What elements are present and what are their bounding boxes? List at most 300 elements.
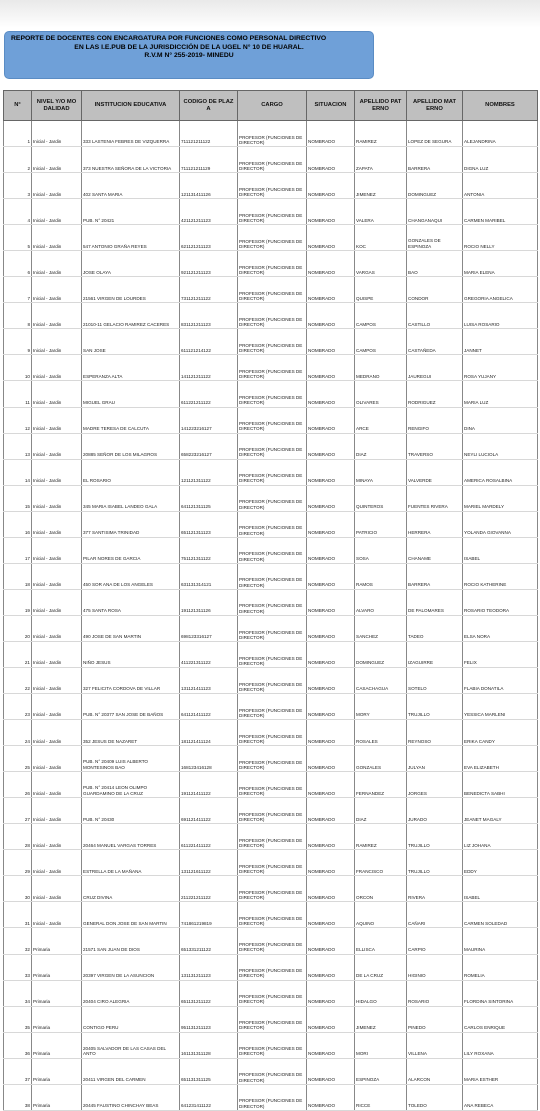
cell-cargo: PROFESOR (FUNCIONES DE DIRECTOR) — [238, 746, 307, 772]
cell-nivel: Inicial - Jardin — [32, 251, 82, 277]
cell-codigo: 641121411122 — [180, 694, 238, 720]
cell-cargo: PROFESOR (FUNCIONES DE DIRECTOR) — [238, 511, 307, 537]
title-line-3: R.V.M N° 255-2019- MINEDU — [144, 52, 234, 60]
cell-nivel: Inicial - Jardin — [32, 772, 82, 798]
cell-apellido-paterno: GONZALES — [355, 746, 407, 772]
cell-institucion: 20397 VIRGEN DE LA ASUNCION — [82, 954, 180, 980]
cell-apellido-paterno: ELLISCA — [355, 928, 407, 954]
cell-num: 5 — [4, 225, 32, 251]
cell-apellido-materno: TADEO — [407, 615, 463, 641]
table-row — [4, 1084, 538, 1110]
cell-nombres: ERIKA CANDY — [463, 720, 538, 746]
table-row — [4, 407, 538, 433]
cell-institucion: PILAR NORES DE GARCIA — [82, 537, 180, 563]
cell-apellido-paterno: FRANCISCO — [355, 850, 407, 876]
cell-institucion: EL ROSARIO — [82, 459, 180, 485]
cell-cargo: PROFESOR (FUNCIONES DE DIRECTOR) — [238, 798, 307, 824]
cell-num: 25 — [4, 746, 32, 772]
cell-situacion: NOMBRADO — [307, 720, 355, 746]
cell-apellido-paterno: RAMOS — [355, 563, 407, 589]
cell-apellido-materno: RODRIGUEZ — [407, 381, 463, 407]
cell-num: 31 — [4, 902, 32, 928]
cell-codigo: 411221311122 — [180, 641, 238, 667]
cell-apellido-materno: SOTELO — [407, 667, 463, 693]
table-row — [4, 772, 538, 798]
cell-apellido-paterno: RAMIREZ — [355, 824, 407, 850]
cell-situacion: NOMBRADO — [307, 329, 355, 355]
table-row — [4, 355, 538, 381]
col-header-situacion: SITUACION — [307, 91, 355, 121]
cell-situacion: NOMBRADO — [307, 928, 355, 954]
cell-cargo: PROFESOR (FUNCIONES DE DIRECTOR) — [238, 459, 307, 485]
cell-apellido-paterno: DE LA CRUZ — [355, 954, 407, 980]
cell-num: 8 — [4, 303, 32, 329]
cell-cargo: PROFESOR (FUNCIONES DE DIRECTOR) — [238, 850, 307, 876]
table-row — [4, 225, 538, 251]
cell-cargo: PROFESOR (FUNCIONES DE DIRECTOR) — [238, 381, 307, 407]
cell-apellido-paterno: JIMENEZ — [355, 173, 407, 199]
cell-nombres: DINA — [463, 407, 538, 433]
cell-codigo: 651131211122 — [180, 980, 238, 1006]
cell-cargo: PROFESOR (FUNCIONES DE DIRECTOR) — [238, 251, 307, 277]
cell-nivel: Inicial - Jardin — [32, 563, 82, 589]
cell-apellido-paterno: AQUINO — [355, 902, 407, 928]
cell-codigo: 611121214122 — [180, 329, 238, 355]
cell-apellido-paterno: MEDRANO — [355, 355, 407, 381]
cell-num: 9 — [4, 329, 32, 355]
cell-cargo: PROFESOR (FUNCIONES DE DIRECTOR) — [238, 902, 307, 928]
cell-num: 7 — [4, 277, 32, 303]
cell-num: 27 — [4, 798, 32, 824]
cell-nombres: EDDY — [463, 850, 538, 876]
table-row — [4, 720, 538, 746]
cell-cargo: PROFESOR (FUNCIONES DE DIRECTOR) — [238, 303, 307, 329]
cell-cargo: PROFESOR (FUNCIONES DE DIRECTOR) — [238, 667, 307, 693]
cell-nivel: Inicial - Jardin — [32, 225, 82, 251]
table-row — [4, 876, 538, 902]
cell-cargo: PROFESOR (FUNCIONES DE DIRECTOR) — [238, 173, 307, 199]
cell-institucion: 20404 CIRO ALEGRIA — [82, 980, 180, 1006]
cell-cargo: PROFESOR (FUNCIONES DE DIRECTOR) — [238, 433, 307, 459]
cell-apellido-paterno: ZAPATA — [355, 147, 407, 173]
cell-nivel: Inicial - Jardin — [32, 720, 82, 746]
cell-situacion: NOMBRADO — [307, 537, 355, 563]
cell-nombres: ROSA YUJANY — [463, 355, 538, 381]
cell-situacion: NOMBRADO — [307, 667, 355, 693]
table-row — [4, 694, 538, 720]
top-shade — [0, 0, 540, 28]
cell-cargo: PROFESOR (FUNCIONES DE DIRECTOR) — [238, 954, 307, 980]
cell-institucion: 402 SANTA MARIA — [82, 173, 180, 199]
cell-nivel: Inicial - Jardin — [32, 459, 82, 485]
cell-codigo: 191121411122 — [180, 772, 238, 798]
cell-cargo: PROFESOR (FUNCIONES DE DIRECTOR) — [238, 225, 307, 251]
cell-codigo: 921121211123 — [180, 251, 238, 277]
cell-codigo: 698123316127 — [180, 615, 238, 641]
cell-situacion: NOMBRADO — [307, 225, 355, 251]
table-row — [4, 1058, 538, 1084]
cell-num: 38 — [4, 1084, 32, 1110]
cell-cargo: PROFESOR (FUNCIONES DE DIRECTOR) — [238, 980, 307, 1006]
table-row — [4, 433, 538, 459]
cell-nombres: YOLANDA GIOVANNA — [463, 511, 538, 537]
cell-nivel: Primaria — [32, 954, 82, 980]
cell-situacion: NOMBRADO — [307, 1032, 355, 1058]
cell-apellido-paterno: OLIVARES — [355, 381, 407, 407]
cell-situacion: NOMBRADO — [307, 511, 355, 537]
cell-cargo: PROFESOR (FUNCIONES DE DIRECTOR) — [238, 485, 307, 511]
cell-apellido-paterno: DOMINGUEZ — [355, 641, 407, 667]
cell-apellido-paterno: ESPINOZA — [355, 1058, 407, 1084]
cell-institucion: 20464 MANUEL VARGAS TORRES — [82, 824, 180, 850]
table-row — [4, 1032, 538, 1058]
cell-codigo: 658223216127 — [180, 433, 238, 459]
cell-apellido-paterno: QUINTEROS — [355, 485, 407, 511]
table-row — [4, 641, 538, 667]
cell-num: 24 — [4, 720, 32, 746]
cell-apellido-materno: VALVERDE — [407, 459, 463, 485]
cell-nivel: Inicial - Jardin — [32, 798, 82, 824]
cell-institucion: 475 SANTA ROSA — [82, 589, 180, 615]
cell-apellido-materno: IZAGUIRRE — [407, 641, 463, 667]
cell-nombres: EVA ELIZABETH — [463, 746, 538, 772]
cell-institucion: 20411 VIRGEN DEL CARMEN — [82, 1058, 180, 1084]
cell-institucion: PUB. N° 20409 LUIS ALBERTO MONTESINOS BAO — [82, 746, 180, 772]
cell-codigo: 831121211123 — [180, 303, 238, 329]
cell-apellido-paterno: VARGAS — [355, 251, 407, 277]
cell-situacion: NOMBRADO — [307, 303, 355, 329]
table-row — [4, 485, 538, 511]
table-row — [4, 563, 538, 589]
cell-apellido-paterno: MORY — [355, 694, 407, 720]
col-header-institucion: INSTITUCION EDUCATIVA — [82, 91, 180, 121]
cell-nivel: Primaria — [32, 1084, 82, 1110]
cell-apellido-materno: TOLEDO — [407, 1084, 463, 1110]
cell-nivel: Inicial - Jardin — [32, 615, 82, 641]
cell-situacion: NOMBRADO — [307, 876, 355, 902]
cell-nivel: Inicial - Jardin — [32, 694, 82, 720]
cell-nivel: Primaria — [32, 980, 82, 1006]
cell-codigo: 211221211122 — [180, 876, 238, 902]
cell-nivel: Inicial - Jardin — [32, 303, 82, 329]
cell-num: 26 — [4, 772, 32, 798]
cell-num: 18 — [4, 563, 32, 589]
cell-nivel: Inicial - Jardin — [32, 876, 82, 902]
cell-apellido-materno: BARRERA — [407, 563, 463, 589]
cell-codigo: 131121611122 — [180, 850, 238, 876]
cell-apellido-materno: PINEDO — [407, 1006, 463, 1032]
cell-nombres: LIZ JOHANA — [463, 824, 538, 850]
cell-apellido-materno: HERRERA — [407, 511, 463, 537]
cell-cargo: PROFESOR (FUNCIONES DE DIRECTOR) — [238, 876, 307, 902]
cell-nivel: Inicial - Jardin — [32, 902, 82, 928]
cell-apellido-materno: JULYAN — [407, 746, 463, 772]
cell-num: 35 — [4, 1006, 32, 1032]
cell-institucion: 450 SOR ANA DE LOS ANGELES — [82, 563, 180, 589]
cell-nombres: BENEDICTA SABHI — [463, 772, 538, 798]
cell-apellido-materno: CHANGANAQUI — [407, 199, 463, 225]
cell-codigo: 131131211123 — [180, 954, 238, 980]
cell-institucion: CRUZ DIVINA — [82, 876, 180, 902]
table-row — [4, 251, 538, 277]
cell-institucion: 21010-11 GELACIO RAMIREZ CACERES — [82, 303, 180, 329]
cell-institucion: ESPERANZA ALTA — [82, 355, 180, 381]
cell-cargo: PROFESOR (FUNCIONES DE DIRECTOR) — [238, 147, 307, 173]
table-row — [4, 277, 538, 303]
cell-apellido-materno: CAÑARI — [407, 902, 463, 928]
cell-nombres: JEANET MAGALY — [463, 798, 538, 824]
cell-nombres: NEYLI LUCIOLA — [463, 433, 538, 459]
cell-apellido-materno: FUENTES RIVERA — [407, 485, 463, 511]
cell-num: 36 — [4, 1032, 32, 1058]
cell-institucion: 21561 VIRGEN DE LOURDES — [82, 277, 180, 303]
cell-institucion: PUB. N° 20414 LEON OLIMPO GUARDAMINO DE LA CRUZ — [82, 772, 180, 798]
cell-nombres: MARIA LUZ — [463, 381, 538, 407]
table-row — [4, 798, 538, 824]
cell-nombres: MARIA ELENA — [463, 251, 538, 277]
cell-num: 17 — [4, 537, 32, 563]
cell-institucion: GENERAL DON JOSE DE SAN MARTIN — [82, 902, 180, 928]
cell-apellido-paterno: KOC — [355, 225, 407, 251]
cell-apellido-paterno: QUISPE — [355, 277, 407, 303]
cell-codigo: 641121311125 — [180, 485, 238, 511]
cell-institucion: JOSE OLAYA — [82, 251, 180, 277]
cell-apellido-paterno: CASACHAGUA — [355, 667, 407, 693]
cell-nivel: Inicial - Jardin — [32, 433, 82, 459]
col-header-num: N° — [4, 91, 32, 121]
table-row — [4, 667, 538, 693]
cell-situacion: NOMBRADO — [307, 850, 355, 876]
cell-num: 15 — [4, 485, 32, 511]
cell-nombres: GREGORIA ANGELICA — [463, 277, 538, 303]
cell-num: 21 — [4, 641, 32, 667]
cell-codigo: 751121311122 — [180, 537, 238, 563]
cell-nivel: Inicial - Jardin — [32, 511, 82, 537]
docentes-table — [3, 90, 538, 1111]
cell-codigo: 711121211129 — [180, 147, 238, 173]
cell-situacion: NOMBRADO — [307, 485, 355, 511]
cell-cargo: PROFESOR (FUNCIONES DE DIRECTOR) — [238, 407, 307, 433]
cell-apellido-materno: CONDOR — [407, 277, 463, 303]
cell-institucion: 327 FELICITA CORDOVA DE VILLAR — [82, 667, 180, 693]
cell-codigo: 621121211123 — [180, 225, 238, 251]
cell-apellido-paterno: FERNANDEZ — [355, 772, 407, 798]
cell-nivel: Inicial - Jardin — [32, 173, 82, 199]
cell-situacion: NOMBRADO — [307, 824, 355, 850]
cell-apellido-materno: TRUJILLO — [407, 850, 463, 876]
cell-nombres: FLABIA DONATILA — [463, 667, 538, 693]
cell-institucion: 21571 SAN JUAN DE DIOS — [82, 928, 180, 954]
cell-situacion: NOMBRADO — [307, 902, 355, 928]
cell-nivel: Primaria — [32, 1058, 82, 1084]
cell-situacion: NOMBRADO — [307, 1006, 355, 1032]
cell-codigo: 161131311128 — [180, 1032, 238, 1058]
cell-num: 13 — [4, 433, 32, 459]
cell-situacion: NOMBRADO — [307, 1084, 355, 1110]
cell-apellido-materno: JURADO — [407, 798, 463, 824]
cell-nombres: ISABEL — [463, 537, 538, 563]
cell-num: 3 — [4, 173, 32, 199]
cell-nombres: MARIA ESTHER — [463, 1058, 538, 1084]
cell-nombres: CARLOS ENRIQUE — [463, 1006, 538, 1032]
cell-num: 2 — [4, 147, 32, 173]
table-row — [4, 511, 538, 537]
cell-nivel: Inicial - Jardin — [32, 589, 82, 615]
cell-num: 30 — [4, 876, 32, 902]
cell-nombres: DIGNA LUZ — [463, 147, 538, 173]
cell-codigo: 168123416128 — [180, 746, 238, 772]
cell-apellido-materno: DE PALOMARES — [407, 589, 463, 615]
cell-apellido-paterno: ARCE — [355, 407, 407, 433]
cell-situacion: NOMBRADO — [307, 589, 355, 615]
cell-situacion: NOMBRADO — [307, 694, 355, 720]
cell-nivel: Inicial - Jardin — [32, 850, 82, 876]
cell-institucion: 377 SANTISIMA TRINIDAD — [82, 511, 180, 537]
cell-situacion: NOMBRADO — [307, 251, 355, 277]
cell-situacion: NOMBRADO — [307, 772, 355, 798]
cell-nombres: JANNET — [463, 329, 538, 355]
cell-cargo: PROFESOR (FUNCIONES DE DIRECTOR) — [238, 589, 307, 615]
table-row — [4, 173, 538, 199]
report-title-banner — [4, 31, 374, 79]
cell-codigo: 181121411124 — [180, 720, 238, 746]
cell-institucion: 345 MARIA ISABEL LANDEO GALA — [82, 485, 180, 511]
cell-institucion: 333 LASTENIA FEBRES DE VIZQUERRA — [82, 121, 180, 147]
col-header-codigo: CODIGO DE PLAZ A — [180, 91, 238, 121]
cell-situacion: NOMBRADO — [307, 459, 355, 485]
cell-situacion: NOMBRADO — [307, 954, 355, 980]
cell-cargo: PROFESOR (FUNCIONES DE DIRECTOR) — [238, 694, 307, 720]
cell-codigo: 651121311123 — [180, 511, 238, 537]
cell-situacion: NOMBRADO — [307, 355, 355, 381]
cell-num: 1 — [4, 121, 32, 147]
cell-apellido-paterno: DIAZ — [355, 798, 407, 824]
col-header-apellido-materno: APELLIDO MAT ERNO — [407, 91, 463, 121]
cell-apellido-materno: TRUJILLO — [407, 694, 463, 720]
cell-nombres: ROCIO NELLY — [463, 225, 538, 251]
col-header-nombres: NOMBRES — [463, 91, 538, 121]
cell-nombres: MAURINA — [463, 928, 538, 954]
cell-cargo: PROFESOR (FUNCIONES DE DIRECTOR) — [238, 563, 307, 589]
cell-nombres: CARMEN MARIBEL — [463, 199, 538, 225]
table-row — [4, 147, 538, 173]
cell-codigo: 611221211122 — [180, 381, 238, 407]
cell-institucion: PUB. N° 20421 — [82, 199, 180, 225]
cell-institucion: PUB. N° 20430 — [82, 798, 180, 824]
cell-cargo: PROFESOR (FUNCIONES DE DIRECTOR) — [238, 277, 307, 303]
cell-codigo: 951131211123 — [180, 1006, 238, 1032]
cell-institucion: 20445 FAUSTINO CHINCHAY BEAS — [82, 1084, 180, 1110]
cell-nombres: AMERICA ROSALBINA — [463, 459, 538, 485]
cell-codigo: 611221411122 — [180, 824, 238, 850]
table-row — [4, 459, 538, 485]
cell-num: 14 — [4, 459, 32, 485]
cell-nivel: Inicial - Jardin — [32, 277, 82, 303]
cell-cargo: PROFESOR (FUNCIONES DE DIRECTOR) — [238, 615, 307, 641]
cell-situacion: NOMBRADO — [307, 147, 355, 173]
cell-apellido-paterno: DIAZ — [355, 433, 407, 459]
cell-codigo: 631131314121 — [180, 563, 238, 589]
cell-apellido-materno: RIVERA — [407, 876, 463, 902]
cell-apellido-paterno: CAMPOS — [355, 303, 407, 329]
cell-nivel: Inicial - Jardin — [32, 121, 82, 147]
cell-nivel: Inicial - Jardin — [32, 147, 82, 173]
cell-apellido-paterno: ROSALES — [355, 720, 407, 746]
cell-num: 23 — [4, 694, 32, 720]
cell-apellido-materno: CASTAÑEDA — [407, 329, 463, 355]
cell-num: 29 — [4, 850, 32, 876]
cell-situacion: NOMBRADO — [307, 641, 355, 667]
table-row — [4, 1006, 538, 1032]
cell-nombres: ISABEL — [463, 876, 538, 902]
cell-apellido-materno: HIGINIO — [407, 954, 463, 980]
table-header-row — [4, 91, 538, 121]
cell-situacion: NOMBRADO — [307, 173, 355, 199]
cell-apellido-materno: JORGES — [407, 772, 463, 798]
cell-apellido-materno: ROSARIO — [407, 980, 463, 1006]
cell-nombres: ELSA NORA — [463, 615, 538, 641]
cell-codigo: 691121411122 — [180, 798, 238, 824]
cell-codigo: 651331211122 — [180, 928, 238, 954]
cell-nombres: ALEJANDRINA — [463, 121, 538, 147]
cell-codigo: 641231411122 — [180, 1084, 238, 1110]
cell-apellido-materno: GONZALES DE ESPINOZA — [407, 225, 463, 251]
cell-nombres: MARIEL MARDELY — [463, 485, 538, 511]
cell-institucion: PUB. N° 20377 SAN JOSE DE BAÑOS — [82, 694, 180, 720]
cell-apellido-materno: DOMINGUEZ — [407, 173, 463, 199]
cell-situacion: NOMBRADO — [307, 121, 355, 147]
cell-codigo: 191121311126 — [180, 589, 238, 615]
cell-num: 32 — [4, 928, 32, 954]
cell-apellido-materno: LOPEZ DE SEGURA — [407, 121, 463, 147]
cell-apellido-materno: CASTILLO — [407, 303, 463, 329]
cell-nombres: FLORDINA SINTORINA — [463, 980, 538, 1006]
cell-codigo: 121121311122 — [180, 459, 238, 485]
table-row — [4, 850, 538, 876]
cell-apellido-paterno: HIDALGO — [355, 980, 407, 1006]
cell-nivel: Inicial - Jardin — [32, 824, 82, 850]
cell-codigo: 731121211122 — [180, 277, 238, 303]
cell-apellido-paterno: JIMENEZ — [355, 1006, 407, 1032]
cell-nivel: Primaria — [32, 928, 82, 954]
cell-situacion: NOMBRADO — [307, 199, 355, 225]
title-line-1: REPORTE DE DOCENTES CON ENCARGATURA POR FUNCIONES COMO PERSONAL DIRECTIVO — [11, 35, 327, 42]
cell-apellido-materno: JAUREGUI — [407, 355, 463, 381]
cell-nivel: Inicial - Jardin — [32, 199, 82, 225]
cell-codigo: 421121211123 — [180, 199, 238, 225]
cell-apellido-paterno: PATRICIO — [355, 511, 407, 537]
cell-cargo: PROFESOR (FUNCIONES DE DIRECTOR) — [238, 1006, 307, 1032]
cell-situacion: NOMBRADO — [307, 433, 355, 459]
cell-nombres: FELIX — [463, 641, 538, 667]
cell-nivel: Inicial - Jardin — [32, 641, 82, 667]
cell-apellido-materno: CARPIO — [407, 928, 463, 954]
cell-apellido-paterno: ALVARO — [355, 589, 407, 615]
cell-nivel: Inicial - Jardin — [32, 355, 82, 381]
cell-cargo: PROFESOR (FUNCIONES DE DIRECTOR) — [238, 537, 307, 563]
cell-nivel: Primaria — [32, 1006, 82, 1032]
cell-num: 6 — [4, 251, 32, 277]
cell-cargo: PROFESOR (FUNCIONES DE DIRECTOR) — [238, 1084, 307, 1110]
cell-institucion: 352 JESUS DE NAZARET — [82, 720, 180, 746]
cell-nombres: ANA REBECA — [463, 1084, 538, 1110]
cell-codigo: 141223216127 — [180, 407, 238, 433]
cell-num: 20 — [4, 615, 32, 641]
cell-num: 10 — [4, 355, 32, 381]
cell-cargo: PROFESOR (FUNCIONES DE DIRECTOR) — [238, 121, 307, 147]
cell-nombres: LILY ROXANA — [463, 1032, 538, 1058]
cell-situacion: NOMBRADO — [307, 615, 355, 641]
